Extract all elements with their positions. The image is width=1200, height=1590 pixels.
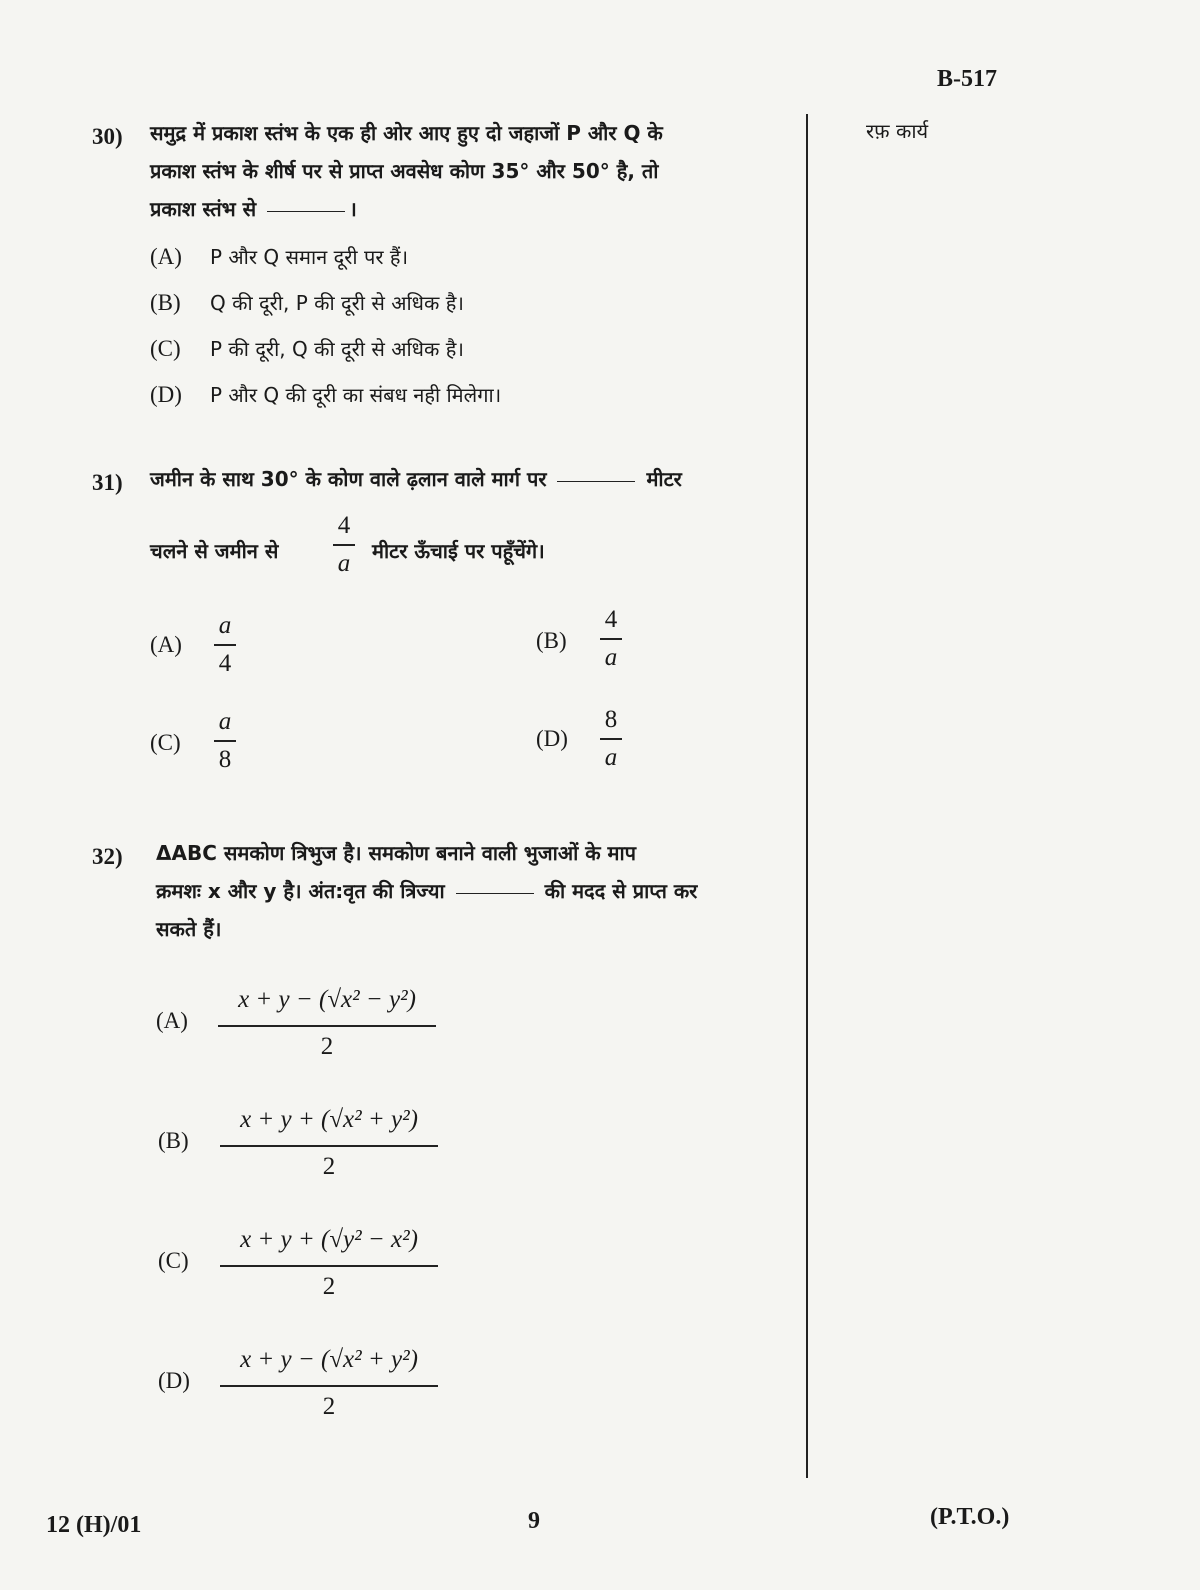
paper-code: B-517 — [937, 66, 997, 92]
question-30-line-2: प्रकाश स्तंभ के शीर्ष पर से प्राप्त अवसेध कोण 35° और 50° है, तो — [150, 159, 659, 183]
rough-work-label: रफ़ कार्य — [866, 119, 929, 143]
question-30-line-1: समुद्र में प्रकाश स्तंभ के एक ही ओर आए हुए दो जहाजों P और Q के — [150, 121, 663, 145]
q32-option-a-label: (A) — [156, 1008, 188, 1033]
question-31-unit: मीटर — [646, 467, 682, 491]
q30-option-c-text: P की दूरी, Q की दूरी से अधिक है। — [210, 337, 464, 361]
q31-option-d-label: (D) — [536, 726, 568, 751]
question-32-text — [156, 834, 806, 948]
q32-option-c-fraction — [220, 1218, 438, 1301]
fraction-numerator: x + y + (√x² + y²) — [240, 1106, 418, 1133]
question-number-31: 31) — [92, 470, 123, 495]
q32-option-d-label: (D) — [158, 1368, 190, 1393]
fraction-numerator: a — [218, 612, 232, 639]
pto-label: (P.T.O.) — [930, 1504, 1010, 1530]
q30-option-b-label: (B) — [150, 290, 181, 315]
fraction-bar — [218, 1025, 436, 1027]
question-31-line-2-tail: मीटर ऊँचाई पर पहूँचेंगे। — [372, 539, 545, 563]
fraction-numerator: x + y − (√x² + y²) — [240, 1346, 418, 1373]
answer-blank — [557, 480, 635, 482]
fraction-bar — [333, 544, 355, 546]
fraction-denominator: 2 — [322, 1152, 336, 1180]
fraction-numerator: 4 — [604, 606, 618, 633]
q30-option-b-text: Q की दूरी, P की दूरी से अधिक है। — [210, 291, 464, 315]
fraction-numerator: x + y − (√x² − y²) — [238, 986, 416, 1013]
question-31-line-2-text: चलने से जमीन से — [150, 539, 279, 563]
q31-option-a-label: (A) — [150, 632, 182, 657]
question-30-line-3-text: प्रकाश स्तंभ से — [150, 197, 257, 221]
q30-option-d-label: (D) — [150, 382, 182, 407]
fraction-denominator: a — [604, 743, 618, 771]
q32-option-a-fraction — [218, 978, 436, 1061]
question-number-30: 30) — [92, 124, 123, 149]
fraction-bar — [214, 644, 236, 646]
q30-option-c-label: (C) — [150, 336, 181, 361]
question-number-32: 32) — [92, 844, 123, 869]
answer-blank — [456, 892, 534, 894]
question-32-line-2-text: क्रमशः x और y है। अंत:वृत की त्रिज्या — [156, 879, 445, 903]
fraction-numerator: 8 — [604, 706, 618, 733]
question-32-line-2 — [156, 872, 806, 910]
q30-option-a-text: P और Q समान दूरी पर हैं। — [210, 245, 409, 269]
fraction-bar — [600, 638, 622, 640]
q31-option-c-label: (C) — [150, 730, 181, 755]
question-30-line-3 — [150, 190, 800, 228]
question-30-danda: । — [349, 197, 357, 221]
q31-option-b-label: (B) — [536, 628, 567, 653]
question-32-line-1: ΔABC समकोण त्रिभुज है। समकोण बनाने वाली भुजाओं के माप — [156, 841, 637, 865]
fraction-denominator: 2 — [322, 1392, 336, 1420]
fraction-denominator: 4 — [218, 649, 232, 677]
question-32-line-2-tail: की मदद से प्राप्त कर — [544, 879, 698, 903]
q32-option-d-fraction — [220, 1338, 438, 1421]
fraction-denominator: 8 — [218, 745, 232, 773]
q31-option-b-fraction — [600, 606, 622, 672]
q32-option-b-label: (B) — [158, 1128, 189, 1153]
fraction-bar — [214, 740, 236, 742]
fraction-bar — [220, 1265, 438, 1267]
fraction-denominator: 2 — [322, 1272, 336, 1300]
fraction-denominator: 2 — [320, 1032, 334, 1060]
q31-option-a-fraction — [214, 612, 236, 678]
answer-blank — [267, 210, 345, 212]
question-31-line-1 — [150, 460, 810, 498]
column-divider — [806, 114, 808, 1478]
page-number: 9 — [528, 1508, 540, 1534]
fraction-bar — [600, 738, 622, 740]
q31-option-d-fraction — [600, 706, 622, 772]
fraction-numerator: a — [218, 708, 232, 735]
fraction-numerator: 4 — [337, 512, 351, 539]
q32-option-b-fraction — [220, 1098, 438, 1181]
fraction-denominator: a — [337, 549, 351, 577]
fraction-bar — [220, 1385, 438, 1387]
question-30-text — [150, 114, 800, 228]
q31-option-c-fraction — [214, 708, 236, 774]
question-31-fraction — [333, 512, 355, 578]
fraction-denominator: a — [604, 643, 618, 671]
fraction-bar — [220, 1145, 438, 1147]
footer-code: 12 (H)/01 — [46, 1512, 142, 1538]
q30-option-d-text: P और Q की दूरी का संबध नही मिलेगा। — [210, 383, 502, 407]
question-32-line-3: सकते हैं। — [156, 917, 222, 941]
fraction-numerator: x + y + (√y² − x²) — [240, 1226, 418, 1253]
q32-option-c-label: (C) — [158, 1248, 189, 1273]
q30-option-a-label: (A) — [150, 244, 182, 269]
question-31-line-1-text: जमीन के साथ 30° के कोण वाले ढ़लान वाले मार्ग पर — [150, 467, 547, 491]
